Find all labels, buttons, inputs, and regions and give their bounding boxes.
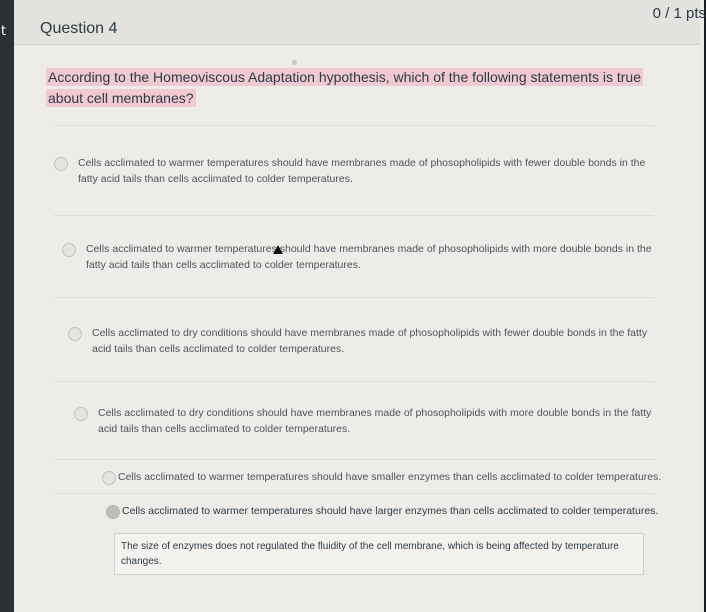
answer-option-text: Cells acclimated to warmer temperatures should have smaller enzymes than cells acclimated to colder temperatures. <box>118 471 662 483</box>
radio-button-icon[interactable] <box>102 471 116 485</box>
divider <box>54 459 654 460</box>
answer-option-text: Cells acclimated to dry conditions should have membranes made of phosopholipids with more double bonds in the fatty acid tails than cells acclimated to colder temperatures. <box>98 407 652 435</box>
radio-button-icon[interactable] <box>74 407 88 421</box>
answer-option-text: Cells acclimated to warmer temperatures should have larger enzymes than cells acclimated to colder temperatures. <box>122 505 659 517</box>
divider <box>54 381 654 382</box>
radio-button-icon[interactable] <box>54 157 68 171</box>
radio-button-icon[interactable] <box>62 243 76 257</box>
radio-button-icon[interactable] <box>68 327 82 341</box>
answer-option-text: Cells acclimated to warmer temperatures should have membranes made of phosopholipids with fewer double bonds in the fatty acid tails than cells acclimated to colder temperatures. <box>78 157 646 185</box>
divider <box>54 125 654 126</box>
answer-option-text: Cells acclimated to warmer temperatures should have membranes made of phosopholipids with more double bonds in the fatty acid tails than cells acclimated to colder temperatures. <box>86 243 652 271</box>
answer-option-text: Cells acclimated to dry conditions should have membranes made of phosopholipids with fewer double bonds in the fatty acid tails than cells acclimated to colder temperatures. <box>92 327 648 355</box>
question-header <box>14 0 706 45</box>
question-prompt-text: According to the Homeoviscous Adaptation hypothesis, which of the following statements is true about cell membranes? <box>48 69 641 106</box>
divider <box>54 493 654 494</box>
question-prompt <box>46 67 658 109</box>
radio-button-selected-icon[interactable] <box>106 505 120 519</box>
divider <box>54 297 654 298</box>
question-body <box>14 45 700 612</box>
left-nav-strip <box>0 0 14 612</box>
answer-comment-box: The size of enzymes does not regulated the fluidity of the cell membrane, which is being affected by temperature changes. <box>114 533 644 575</box>
question-title: Question 4 <box>40 20 118 37</box>
mouse-cursor-icon <box>273 245 283 254</box>
question-card <box>14 0 704 612</box>
faint-dot <box>292 60 297 65</box>
points-badge: 0 / 1 pts <box>652 5 706 22</box>
nav-glyph: t <box>1 24 7 39</box>
divider <box>54 215 654 216</box>
